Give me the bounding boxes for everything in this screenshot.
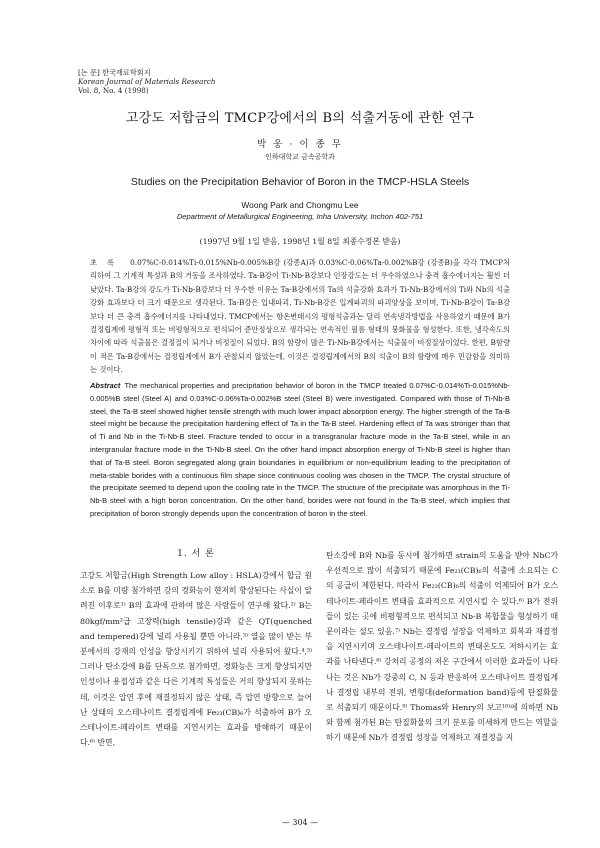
abstract-english-label: Abstract xyxy=(90,381,121,390)
authors-english: Woong Park and Chongmu Lee xyxy=(241,200,359,210)
journal-line-2: Korean Journal of Materials Research xyxy=(78,77,216,86)
section-heading-introduction: 1. 서 론 xyxy=(177,549,215,559)
abstract-english-text: The mechanical properties and precipitation behavior of boron in the TMCP treated 0.07%C-0.014%Ti-0.015%Nb-0.005%B steel (Steel A) and 0.03%C-0.06%Ta-0.002%B steel (Steel B) were investigated. Compared with those of Ti-Nb-B steel, the Ta-B steel showed higher tensile strength with much lower impact absorption energy. The higher strength of the Ta-B steel might be because the precipitation hardening effect of Ta in the Ta-B steel. Hardening effect of Ta was stronger than that of Ti and Nb in the Ti-Nb-B steel. Fracture tended to occur in a transgranular fracture mode in the Ta-B steel, while in an intergranular fracture mode in the Ti-Nb-B steel. On the other hand impact absorption energy of Ti-Nb-B steel is higher than that of Ta-B steel. Boron segregated along grain boundaries in equilibrium or non-equilibrium leading to the precipitation of meta-stable borides with a continuous film shape since continuous cooling was chosen in the TMCP. The crystal structure of the precipitate seemed to depend upon the cooling rate in the TMCP. The structure of the precipitate was amorphous in the Ti-Nb-B steel with a high boron concentration. On the other hand, borides were not found in the Ta-B steel, which implies that precipitation of boron strongly depends upon the concentration of boron in the steel. xyxy=(90,381,510,518)
abstract-korean xyxy=(90,256,510,377)
journal-header xyxy=(78,68,216,95)
received-dates: (1997년 9월 1일 받음, 1998년 1월 8일 최종수정본 받음) xyxy=(199,237,401,246)
body-column-right: 탄소강에 B와 Nb를 동시에 첨가하면 strain의 도움을 받아 NbC가 우선적으로 많이 석출되기 때문에 Fe₂₃(CB)₆의 석출에 소요되는 C의 공급이 제한된다. 따라서 Fe₂₃(CB)₆의 석출이 억제되어 B가 오스테나이트-페라이트 변태를 효과적으로 지연시킬 수 있다.⁶⁾ B가 전위들이 있는 곳에 비평형적으로 편석되고 Nb-B 복합물을 형성하기 때문이라는 설도 있음.⁷⁾ Nb는 결정립 성장을 억제하고 회복과 재결정을 지연시키며 오스테나이트-페라이트의 변태온도도 저하시키는 효과를 나타낸다.⁸⁾ 강처리 공정의 저온 구간에서 이러한 효과들이 나타나는 것은 Nb가 강중의 C, N 등과 반응하여 오스테나이트 결정립계나 결정립 내부의 전위, 변형대(deformation band)등에 탄질화물로 석출되기 때문이다.⁹⁾ Thomas와 Henry의 보고¹⁰⁾에 의하면 Nb와 함께 첨가된 B는 탄질화물의 크기 분포를 미세하게 만드는 역할을 하기 때문에 Nb가 결정립 성장을 억제하고 재결정을 지 xyxy=(326,551,558,743)
abstract-korean-text: 0.07%C-0.014%Ti-0.015%Nb-0.005%B강 (강종A)과 0.03%C-0.06%Ta-0.002%B강 (강종B)을 각각 TMCP처리하여 그 기계적 특성과 B의 거동을 조사하였다. Ta-B강이 Ti-Nb-B강보다 인장강도는 더 우수하였으나 충격 흡수에너지는 훨씬 더 낮았다. Ta-B강의 강도가 Ti-Nb-B강보다 더 우수한 이유는 Ta-B강에서의 Ta의 석출강화 효과가 Ti-Nb-B강에서의 Ti와 Nb의 석출강화 효과보다 더 크기 때문으로 생각된다. Ta-B강은 입내파괴, Ti-Nb-B강은 입계파괴의 파괴양상을 보이며, Ti-Nb-B강이 Ta-B강보다 더 큰 충격 흡수에너지를 나타내었다. TMCP에서는 항온변태시의 평형석출과는 달리 연속냉각방법을 사용하였기 때문에 B가 결정립계에 평형적 또는 비평형적으로 편석되어 준안정상으로 생각되는 연속적인 필름 형태의 붕화물을 형성한다. 또한, 냉각속도의 차이에 따라 석출물은 결정질이 되거나 비정질이 되었다. B의 함량이 많은 Ti-Nb-B강에서는 석출물이 비정질상이었다. 한편, B함량이 적은 Ta-B강에서는 결정립계에서 B가 관찰되지 않았는데, 이것은 결정립계에서의 B의 석출이 B의 함량에 매우 민감함을 의미하는 것이다. xyxy=(90,258,510,375)
affiliation-korean: 인하대학교 금속공학과 xyxy=(265,153,335,161)
authors-korean: 박 웅 · 이 종 무 xyxy=(256,139,343,150)
affiliation-english: Department of Metallurgical Engineering, Inha University, Inchon 402-751 xyxy=(176,212,424,221)
abstract-english xyxy=(90,380,510,521)
page-number: — 304 — xyxy=(281,818,319,827)
journal-line-3: Vol. 8, No. 4 (1998) xyxy=(78,86,149,95)
abstract-korean-label: 초록 xyxy=(90,258,125,267)
journal-line-1: [논 문] 한국재료학회지 xyxy=(78,68,151,77)
paper-title-english: Studies on the Precipitation Behavior of Boron in the TMCP-HSLA Steels xyxy=(130,176,470,188)
paper-title-korean: 고강도 저합금의 TMCP강에서의 B의 석출거동에 관한 연구 xyxy=(125,111,475,126)
body-column-left: 고강도 저합금(High Strength Low alloy : HSLA)강에서 합금 원소로 B를 미량 첨가하면 강의 경화능이 현저히 향상된다는 사실이 알려진 이후로¹⁾ B의 효과에 관하여 많은 사람들이 연구해 왔다.²⁾ B는 80kgf/mm²급 고장력(high tensile)강과 같은 QT(quenched and tempered)강에 널리 사용될 뿐만 아니라,³⁾ 열을 많이 받는 부분에서의 강재의 인성을 향상시키기 위하여 널리 사용되어 왔다.⁴,⁵⁾ 그러나 탄소강에 B를 단독으로 첨가하면, 경화능은 크게 향상되지만 인성이나 용접성과 같은 다른 기계적 특성들은 거의 향상되지 못하는데, 이것은 압연 후에 재결정되지 않은 상태, 즉 압연 방향으로 늘어난 상태의 오스테나이트 결정립계에 Fe₂₃(CB)₆가 석출하여 B가 오스테나이트-페라이트 변태를 지연시키는 효과를 방해하기 때문이다.⁶⁾ 반면, xyxy=(80,571,312,748)
